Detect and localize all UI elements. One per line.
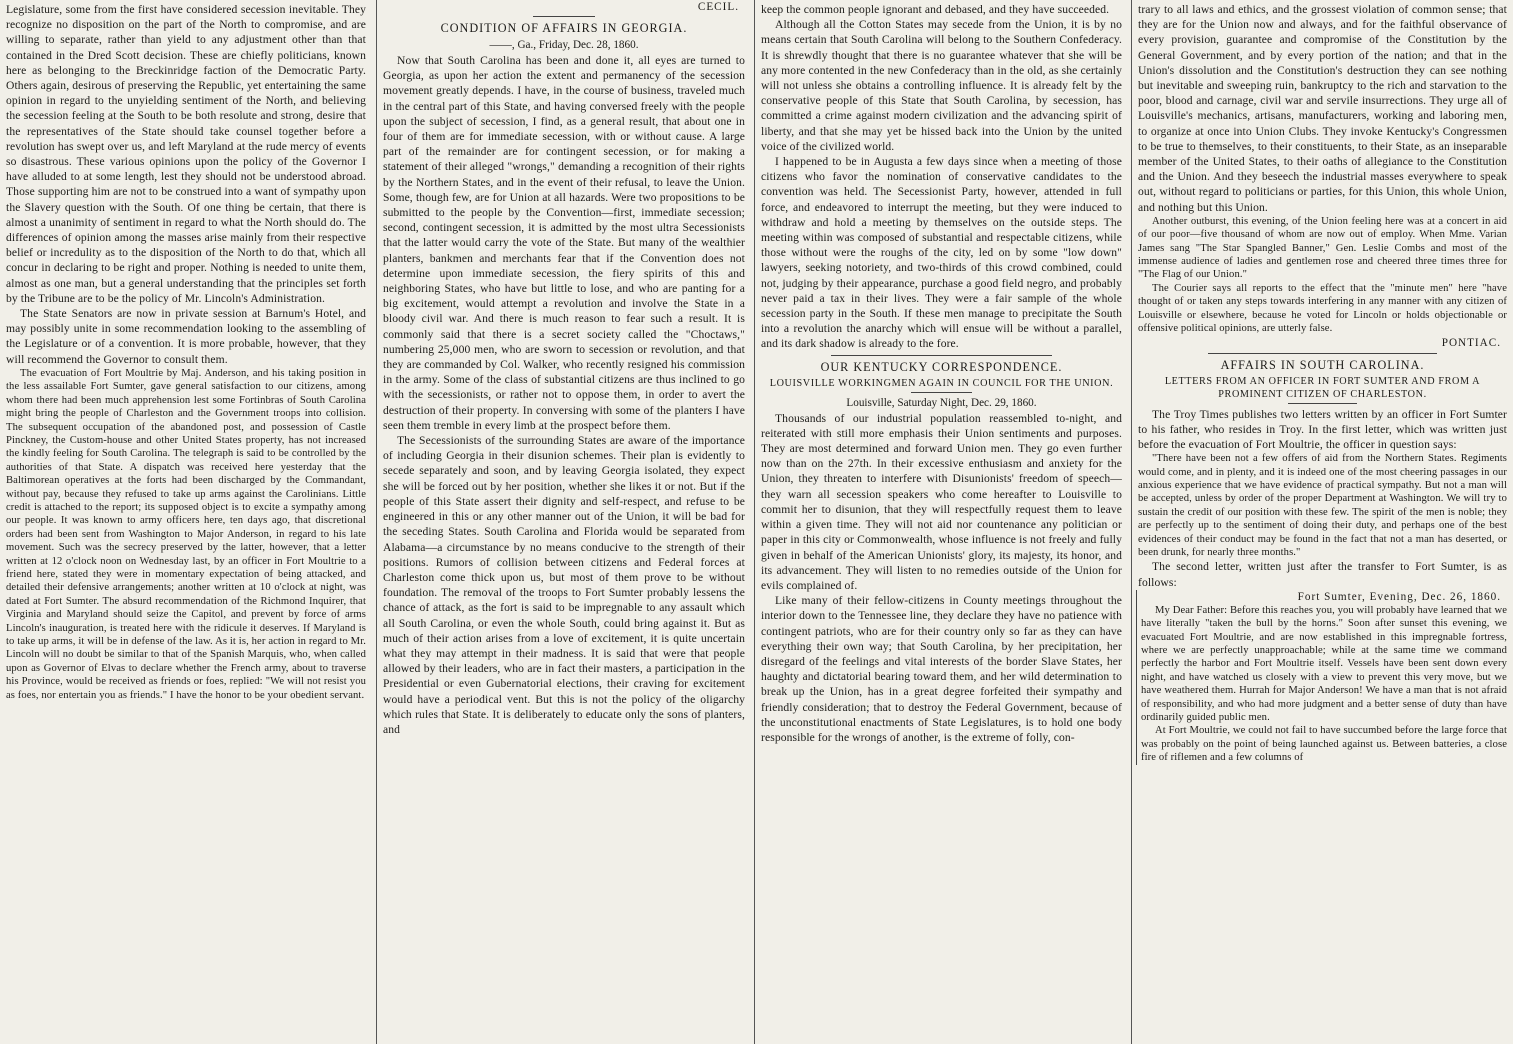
correspondent-signature: CECIL. — [697, 1, 739, 13]
article-dateline: ——, Ga., Friday, Dec. 28, 1860. — [489, 39, 639, 51]
article-subheadline: LETTERS FROM AN OFFICER IN FORT SUMTER AND FROM A PROMINENT CITIZEN OF CHARLESTON. — [1164, 375, 1481, 400]
correspondent-signature: PONTIAC. — [1441, 336, 1501, 349]
divider — [831, 355, 1052, 356]
letter-paragraph: My Dear Father: Before this reaches you, you will probably have learned that we have literally "taken the bull by the horns." Soon after sunset this evening, we evacuated Fort Moultrie, and are now established in this impregnable fortress, where we are perfectly unapproachable; while at the same time we command perfectly the harbor and Fort Moultrie itself. Vessels have been sent down every night, and have watched us closely with a view to prevent this very move, but we have weathered them. Hurrah for Major Anderson! We have a man that is not afraid of responsibility, and who had more judgment and a better sense of duty than have ordinarily guided public men. — [1141, 604, 1507, 724]
quoted-letter-paragraph: "There have been not a few offers of aid from the Northern States. Regiments would come, and in plenty, and it is indeed one of the most cheering passages in our anxious experience that we have evidence of practical sympathy. But not a man will be accepted, unless by order of the proper Department at Washington. We will try to sustain the credit of our position with these few. The spirit of the men is noble; they are perfectly up to the sentiment of doing their duty, and perhaps one of the best evidences of their conduct may be found in the fact that not a man has deserted, or been drunk, for nearly three months." — [1138, 453, 1507, 558]
body-paragraph: Legislature, some from the first have considered secession inevitable. They recognize no disposition on the part of the North to compromise, and are willing to separate, rather than yield to any adjustment other than that contained in the Dred Scott decision. These are chiefly politicians, known here as belonging to the Breckinridge faction of the Democratic Party. Others again, desirous of preserving the Republic, yet entertaining the same opinion in regard to the unyielding sentiment of the North, and believing the secession feeling at the South to be both resolute and strong, desire that the representatives of the State should take counsel together before a revolution has swept over us, and left Maryland at the rude mercy of events so disastrous. These various opinions upon the policy of the Governor I have alluded to at some length, lest they should not be understood abroad. Those supporting him are not to be construed into a want of sympathy upon the Slavery question with the South. Of one thing be certain, that there is almost a unanimity of sentiment in regard to what the North should do. The differences of opinion among the masses arise mainly from their respective belief or incredulity as to the disposition of the North to do that, which all concur in declaring to be right and proper. Nothing is needed to unite them, almost as one man, but a general understanding that the principles set forth by the Tribune are to be the policy of Mr. Lincoln's Administration. — [6, 3, 366, 305]
letter-paragraph: At Fort Moultrie, we could not fail to have succumbed before the large force that was probably on the point of being launched against us. Between batteries, a close fire of riflemen and a few columns of — [1141, 725, 1507, 764]
article-dateline: Louisville, Saturday Night, Dec. 29, 1860. — [846, 396, 1037, 409]
body-paragraph: The Troy Times publishes two letters written by an officer in Fort Sumter to his father, who resides in Troy. In the first letter, which was written just before the evacuation of Fort Moultrie, the officer in question says: — [1138, 407, 1507, 451]
article-headline: CONDITION OF AFFAIRS IN GEORGIA. — [440, 21, 688, 35]
body-paragraph-small: The Courier says all reports to the effect that the "minute men" here "have thought of or taken any steps towards interfering in any manner with any citizen of Louisville or elsewhere, because he voted for Lincoln or holds objectionable or offensive political opinions, are utterly false. — [1138, 282, 1507, 335]
body-paragraph: Now that South Carolina has been and done it, all eyes are turned to Georgia, as upon her action the extent and permanency of the secession movement greatly depends. I have, in the course of business, traveled much in the central part of this State, and having conversed freely with the people upon the subject of secession, I find, as a general result, that about one in four of them are for immediate secession, with or without cause. A large part of the remainder are for contingent secession, or for making a statement of their alleged "wrongs," demanding a recognition of their rights by the Northern States, and in the event of their refusal, to leave the Union. Some, though few, are for Union at all hazards. Were two propositions to be submitted to the people by the Convention—first, immediate secession; second, contingent secession, it is admitted by the most ultra Secessionists that the latter would carry the vote of the State. But many of the wealthier planters, bankmen and merchants fear that if the Convention does not determine upon immediate secession, the fiery spirits of this and neighboring States, who have but little to lose, and who are panting for a big excitement, would attempt a revolution and involve the State in a bloody civil war. And there is much reason to fear such a result. It is commonly said that there is a secret society called the "Choctaws," numbering 25,000 men, who are sworn to secession or revolution, and that they are commanded by Col. Walker, who recently resigned his commission in the army. Some of the class of substantial citizens are thus inclined to go with the secessionists, or rather not to oppose them, in order to avert the destruction of their property. In conversing with some of the planters I have seen them tremble in every limb at the prospect before them. — [383, 54, 745, 432]
column-4 — [1131, 0, 1513, 1044]
body-paragraph: Although all the Cotton States may secede from the Union, it is by no means certain that South Carolina will belong to the Southern Confederacy. It is shrewdly thought that there is no guarantee whatever that she will be any more contented in the new Confederacy than in the old, as she certainly will not unless she obtains a controlling influence. It is already felt by the conservative people of this State that South Carolina, by secession, has committed a crime against modern civilization and the advancing spirit of liberty, and that she may yet be hissed back into the Union by the united voice of the civilized world. — [761, 18, 1122, 153]
body-paragraph: Thousands of our industrial population reassembled to-night, and reiterated with still more emphasis their Union sentiments and purposes. They are most determined and forward Union men. They go even further now than on the 27th. In their excessive enthusiasm and anxiety for the Union, they threaten to interfere with Disunionists' freedom of speech—they warn all secession speakers who come hereafter to Louisville to commit her to disunion, that they will respectfully request them to leave within a given time. They will not aid nor countenance any politician or paper in this city or Commonwealth, whose influence is not freely and fully given in behalf of the American Unionists' glory, its majesty, its honor, and its advancement. They will listen to no remedies outside of the Union for evils complained of. — [761, 411, 1122, 592]
letter-block — [1136, 590, 1507, 765]
article-headline: AFFAIRS IN SOUTH CAROLINA. — [1220, 357, 1425, 372]
column-3 — [754, 0, 1128, 1044]
divider — [1288, 403, 1357, 404]
body-paragraph-small: Another outburst, this evening, of the Union feeling here was at a concert in aid of our poor—five thousand of whom are now out of employ. When Mme. Varian James sang "The Star Spangled Banner," Gen. Leslie Combs and most of the immense audience of ladies and gentlemen rose and cheered three times three for "The Flag of our Union." — [1138, 215, 1507, 281]
column-2 — [376, 0, 751, 1044]
letter-dateline: Fort Sumter, Evening, Dec. 26, 1860. — [1297, 590, 1501, 603]
column-1 — [0, 0, 372, 1044]
article-headline: OUR KENTUCKY CORRESPONDENCE. — [820, 359, 1063, 374]
body-paragraph: The second letter, written just after the transfer to Fort Sumter, is as follows: — [1138, 560, 1507, 589]
body-paragraph: Like many of their fellow-citizens in County meetings throughout the interior down to the Tennessee line, they declare they have no patience with contingent patriots, who are for their country only so far as they can have everything their own way; that South Carolina, by her precipitation, her disregard of the feelings and vital interests of the border Slave States, her haughty and dictatorial bearing toward them, and her wild determination to break up the Union, has in a great degree forfeited their sympathy and friendly consideration; that to destroy the Federal Government, because of the unconstitutional enactments of State Legislatures, is to hold one body responsible for the wrongs of another, is the extreme of folly, con- — [761, 594, 1122, 744]
article-subheadline: LOUISVILLE WORKINGMEN AGAIN IN COUNCIL FOR THE UNION. — [769, 377, 1114, 389]
divider — [1208, 353, 1437, 354]
divider — [911, 392, 972, 393]
body-paragraph: I happened to be in Augusta a few days since when a meeting of those citizens who favor the nomination of conservative candidates to the convention was held. The Secessionist Party, however, attended in full force, and endeavored to interrupt the meeting, but they were induced to withdraw and hold a meeting by themselves on the outside steps. The meeting within was composed of substantial and respectable citizens, while those without were the roughs of the city, led on by some "low down" lawyers, seeking notoriety, and two-thirds of this crowd combined, could not, judging by their appearance, purchase a good field negro, and probably never paid a tax in their lives. They were a fair sample of the whole secession party in the South. If these men manage to precipitate the South into a revolution the anarchy which will ensue will be without a parallel, and its dark shadow is already to the fore. — [761, 155, 1122, 351]
divider — [533, 16, 595, 17]
body-paragraph: The State Senators are now in private session at Barnum's Hotel, and may possibly unite in some recommendation looking to the assembling of the Legislature or of a convention. It is more probable, however, that they will recommend the Governor to consult them. — [6, 307, 366, 366]
body-paragraph: keep the common people ignorant and debased, and they have succeeded. — [761, 3, 1110, 16]
body-paragraph-small: The evacuation of Fort Moultrie by Maj. Anderson, and his taking position in the less assailable Fort Sumter, gave general satisfaction to our citizens, among whom there had been much apprehension lest some Fortinbras of South Carolina might bring the people of Charleston and the Government troops into collision. The subsequent occupation of the abandoned post, and possession of Castle Pinckney, the Custom-house and other United States property, has not increased the kindly feeling for South Carolina. The telegraph is said to be controlled by the authorities of that State. A dispatch was received here yesterday that the Baltimorean operatives at the forts had been discharged by the Commandant, without pay, because they refused to take up arms against the Carolinians. Little credit is attached to the report; its supposed object is to excite a sympathy among our people. It was known to army officers here, ten days ago, that discretional orders had been sent from Washington to Major Anderson, in regard to his late movement. Such was the secrecy preserved by the latter, however, that a letter written at 12 o'clock noon on Wednesday last, by an officer in Fort Moultrie to a friend here, stated they were in momentary expectation of being attacked, and detailed their defensive arrangements; another written at 10 o'clock at night, was dated at Fort Sumter. The absurd recommendation of the Richmond Inquirer, that Virginia and Maryland should seize the Capitol, and prevent by force of arms Lincoln's inauguration, is treated here with the ridicule it deserves. If Maryland is to take up arms, it will be in defense of the law. As it is, her action in regard to Mr. Lincoln will no doubt be similar to that of the Spanish Marquis, who, when called upon as Governor of Elvas to declare whether the French army, about to traverse his Province, would be received as friends or foes, replied: "We will not resist you as foes, nor entertain you as friends." I have the honor to be your obedient servant. — [6, 367, 366, 701]
body-paragraph: trary to all laws and ethics, and the grossest violation of common sense; that they are for the Union now and always, and for the faithful observance of every provision, guarantee and compromise of the Constitution by the General Government, and by every portion of the nation; and that in the Union's dissolution and the Constitution's destruction they can see nothing but inevitable and sweeping ruin, bankruptcy to the rich and starvation to the poor, blood and carnage, civil war and servile insurrections. They urge all of Louisville's mechanics, artisans, manufacturers, working and laboring men, to organize at once into Union Clubs. They invoke Kentucky's Congressmen to be true to themselves, to their constituents, to their State, as an inseparable member of the United States, to their oaths of allegiance to the Constitution and the Union. And they beseech the industrial masses everywhere to speak out, without regard to politicians or parties, for this Union, this whole Union, and nothing but this Union. — [1138, 3, 1507, 214]
body-paragraph: The Secessionists of the surrounding States are aware of the importance of including Georgia in their disunion schemes. Their plan is evidently to secede separately and soon, and by leaving Georgia isolated, they expect she will be forced out by her position, whether she likes it or not. But if the people of this State assert their dignity and self-respect, and refuse to be engineered in this or any other manner out of the Union, it will be bad for the seceding States. South Carolina and Florida would be separated from Alabama—a circumstance by no means conducive to the strength of their positions. Rumors of collision between citizens and Federal forces at Charleston come thick upon us, but most of them prove to be without foundation. The removal of the troops to Fort Sumter probably lessens the chance of attack, as the fort is said to be impregnable to any assault which all South Carolina, or even the whole South, could bring against it. But as much of their action arises from a love of excitement, it is quite uncertain what they may attempt in their madness. It is said that were that people allowed by their leaders, who are in fact their masters, a participation in the Presidential or even Gubernatorial elections, their craving for excitement would have a periodical vent. But this is not the policy of the oligarchy which rules that State. It is deliberately to educate only the sons of planters, and — [383, 434, 745, 736]
